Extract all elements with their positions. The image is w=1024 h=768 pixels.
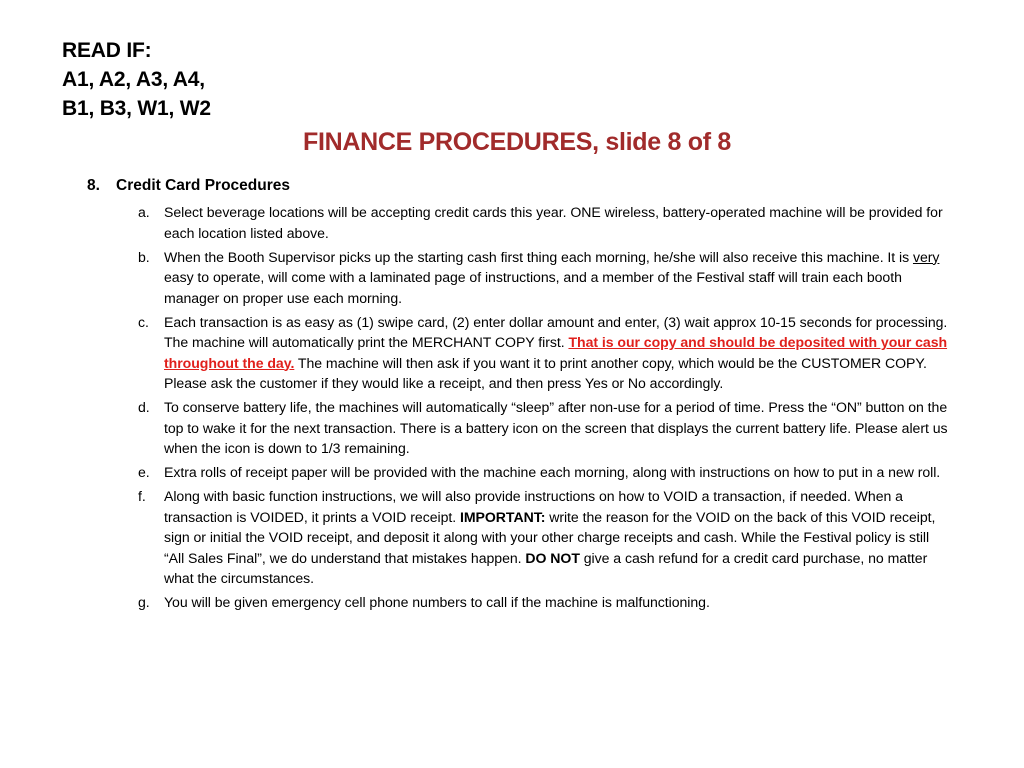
item-f-important: IMPORTANT: [459,508,546,525]
item-c-text-2: The machine will then ask if you want it to print another copy, which would be the CUSTOMER COPY. Please ask the customer if they would like a receipt, and then press Yes or No accordingly. [164,354,927,391]
list-item-d [138,397,950,459]
item-b-text-2: easy to operate, will come with a laminated page of instructions, and a member of the Festival staff will train each booth manager on proper use each morning. [164,269,902,306]
item-f-text-1: Along with basic function instructions, we will also provide instructions on how to VOID a transaction, if needed. When a transaction is VOIDED, it prints a VOID receipt. [164,488,903,525]
item-c-highlight: That is our copy and should be deposited with your cash throughout the day. [164,334,948,371]
list-marker: e. [138,464,150,480]
read-if-label: READ IF: [62,39,152,62]
slide-title: FINANCE PROCEDURES, slide 8 of 8 [303,128,731,156]
section-title: Credit Card Procedures [116,177,290,194]
list-marker: d. [138,399,150,415]
item-f-text-2: write the reason for the VOID on the back of this VOID receipt, sign or initial the VOID receipt, and deposit it along with your other charge receipts and cash. While the Festival policy is still “All Sales Final”, we do understand that mistakes happen. [164,508,936,566]
list-marker: b. [138,248,150,265]
read-if-block [62,36,211,123]
list-item-a [138,202,950,243]
list-marker: a. [138,204,150,220]
section-heading [87,175,290,197]
item-e-text: Extra rolls of receipt paper will be provided with the machine each morning, along with instructions on how to put in a new roll. [164,464,941,480]
list-item-text [164,247,950,309]
list-item-b [138,247,950,309]
list-item-text [164,486,950,589]
list-marker: g. [138,594,150,610]
procedure-list [138,202,950,616]
list-marker: f. [138,488,146,504]
item-f-do-not: DO NOT [525,549,580,566]
item-b-underlined: very [912,248,940,265]
item-a-text: Select beverage locations will be accepting credit cards this year. ONE wireless, battery-operated machine will be provided for each location listed above. [164,204,943,241]
item-f-text-3: give a cash refund for a credit card purchase, no matter what the circumstances. [164,549,928,586]
item-d-text: To conserve battery life, the machines will automatically “sleep” after non-use for a period of time. Press the “ON” button on the top to wake it for the next transaction. There is a battery icon on the screen that displays the current battery life. Please alert us when the icon is down to 1/3 remaining. [164,399,948,456]
read-if-codes-line-1: A1, A2, A3, A4, [62,68,205,91]
item-c-text-1: Each transaction is as easy as (1) swipe card, (2) enter dollar amount and enter, (3) wait approx 10-15 seconds for processing. The machine will automatically print the MERCHANT COPY first. [164,313,948,350]
list-item-text [164,202,950,243]
list-item-text [164,312,950,394]
item-b-text-1: When the Booth Supervisor picks up the starting cash first thing each morning, he/she will also receive this machine. It is [164,248,913,265]
read-if-codes-line-2: B1, B3, W1, W2 [62,97,211,120]
list-item-c [138,312,950,394]
item-g-text: You will be given emergency cell phone numbers to call if the machine is malfunctioning. [164,594,710,610]
list-marker: c. [138,313,149,330]
list-item-g [138,592,950,613]
section-number: 8. [87,177,100,194]
list-item-text [164,592,950,613]
list-item-text [164,397,950,459]
list-item-text [164,462,950,483]
list-item-f [138,486,950,589]
list-item-e [138,462,950,483]
